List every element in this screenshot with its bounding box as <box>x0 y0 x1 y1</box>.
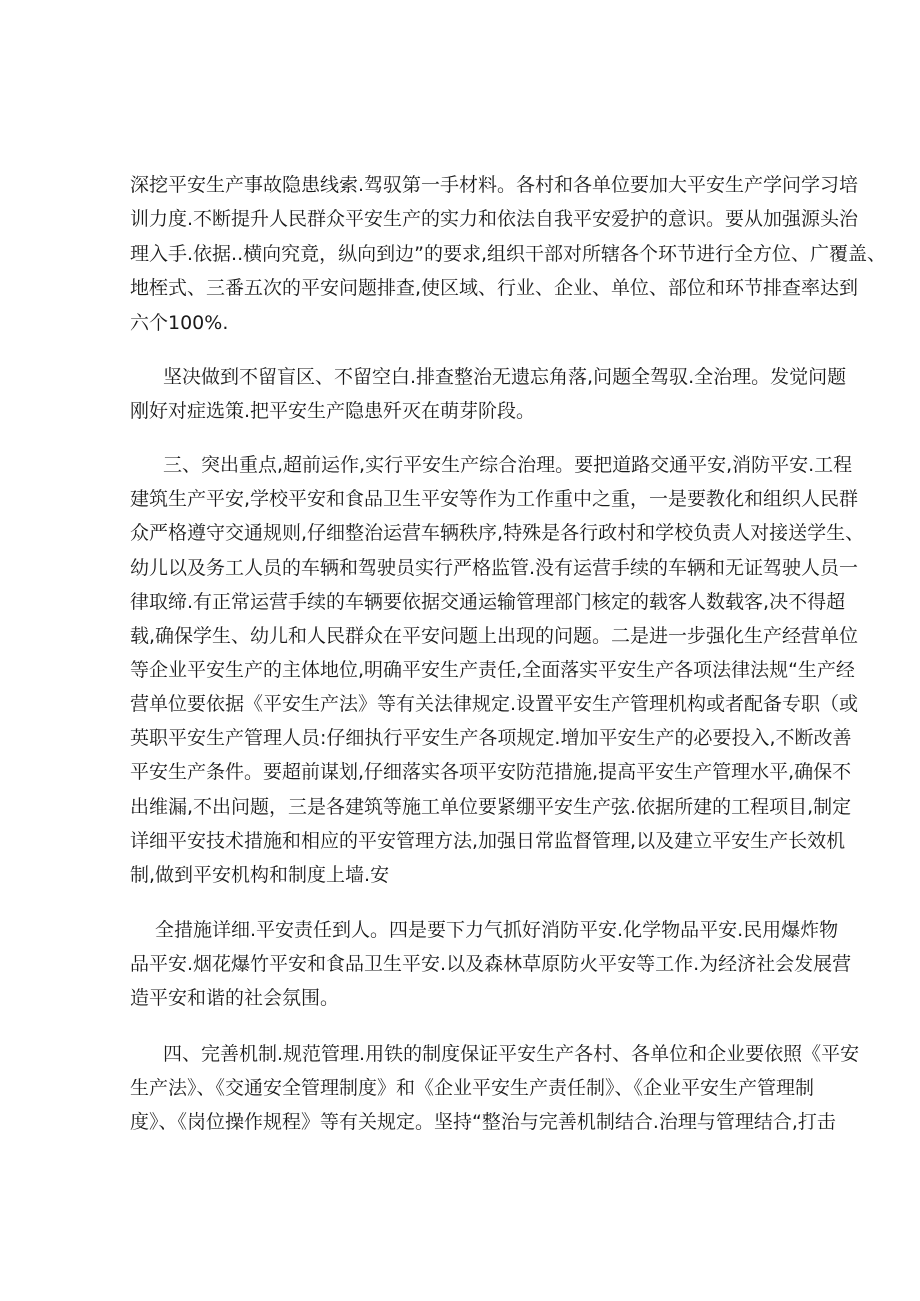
paragraph-line: 众严格遵守交通规则,仔细整治运营车辆秩序,特殊是各行政村和学校负责人对接送学生、 <box>130 522 865 544</box>
paragraph-line: 等企业平安生产的主体地位,明确平安生产责任,全面落实平安生产各项法律法规“生产经 <box>130 659 855 681</box>
paragraph-line: 律取缔.有正常运营手续的车辆要依据交通运输管理部门核定的载客人数载客,决不得超 <box>130 591 846 613</box>
paragraph-line: 坚决做到不留盲区、不留空白.排查整治无遗忘角落,问题全驾驭.全治理。发觉问题 <box>163 366 847 388</box>
paragraph-line: 度》、《岗位操作规程》等有关规定。坚持“整治与完善机制结合.治理与管理结合,打击 <box>130 1111 836 1133</box>
paragraph-line: 生产法》、《交通安全管理制度》和《企业平安生产责任制》、《企业平安生产管理制 <box>130 1077 815 1099</box>
paragraph-line: 深挖平安生产事故隐患线索.驾驭第一手材料。各村和各单位要加大平安生产学问学习培 <box>130 174 859 196</box>
paragraph-line: 详细平安技术措施和相应的平安管理方法,加强日常监督管理,以及建立平安生产长效机 <box>130 830 846 852</box>
paragraph-line: 造平安和谐的社会氛围。 <box>130 987 340 1009</box>
paragraph-line: 四、完善机制.规范管理.用铁的制度保证平安生产各村、各单位和企业要依照《平安 <box>163 1043 860 1065</box>
paragraph-line: 载,确保学生、幼儿和人民群众在平安问题上出现的问题。二是进一步强化生产经营单位 <box>130 625 859 647</box>
paragraph-line: 出维漏,不出问题，三是各建筑等施工单位要紧绷平安生产弦.依据所建的工程项目,制定 <box>130 796 852 818</box>
paragraph-line: 制,做到平安机构和制度上墙.安 <box>130 864 390 886</box>
paragraph-line: 六个100%. <box>130 312 229 334</box>
paragraph-line: 建筑生产平安,学校平安和食品卫生平安等作为工作重中之重，一是要教化和组织人民群 <box>130 488 859 510</box>
paragraph-line: 三、突出重点,超前运作,实行平安生产综合治理。要把道路交通平安,消防平安.工程 <box>163 454 853 476</box>
paragraph-line: 刚好对症选策.把平安生产隐患歼灭在萌芽阶段。 <box>130 400 536 422</box>
paragraph-line: 训力度.不断提升人民群众平安生产的实力和依法自我平安爱护的意识。要从加强源头治 <box>130 208 859 230</box>
paragraph-line: 品平安.烟花爆竹平安和食品卫生平安.以及森林草原防火平安等工作.为经济社会发展营 <box>130 953 852 975</box>
paragraph-line: 营单位要依据《平安生产法》等有关法律规定.设置平安生产管理机构或者配备专职（或 <box>130 693 859 715</box>
paragraph-line: 英职平安生产管理人员:仔细执行平安生产各项规定.增加平安生产的必要投入,不断改善 <box>130 727 852 749</box>
paragraph-line: 地桎式、三番五次的平安问题排查,使区域、行业、企业、单位、部位和环节排查率达到 <box>130 277 859 299</box>
paragraph-line: 理入手.依据..横向究竟，纵向到边”的要求,组织干部对所辖各个环节进行全方位、广覆盖、 <box>130 243 887 265</box>
paragraph-line: 全措施详细.平安责任到人。四是要下力气抓好消防平安.化学物品平安.民用爆炸物 <box>155 919 839 941</box>
paragraph-line: 平安生产条件。要超前谋划,仔细落实各项平安防范措施,提高平安生产管理水平,确保不 <box>130 761 852 783</box>
paragraph-line: 幼儿以及务工人员的车辆和驾驶员实行严格监管.没有运营手续的车辆和无证驾驶人员一 <box>130 557 859 579</box>
